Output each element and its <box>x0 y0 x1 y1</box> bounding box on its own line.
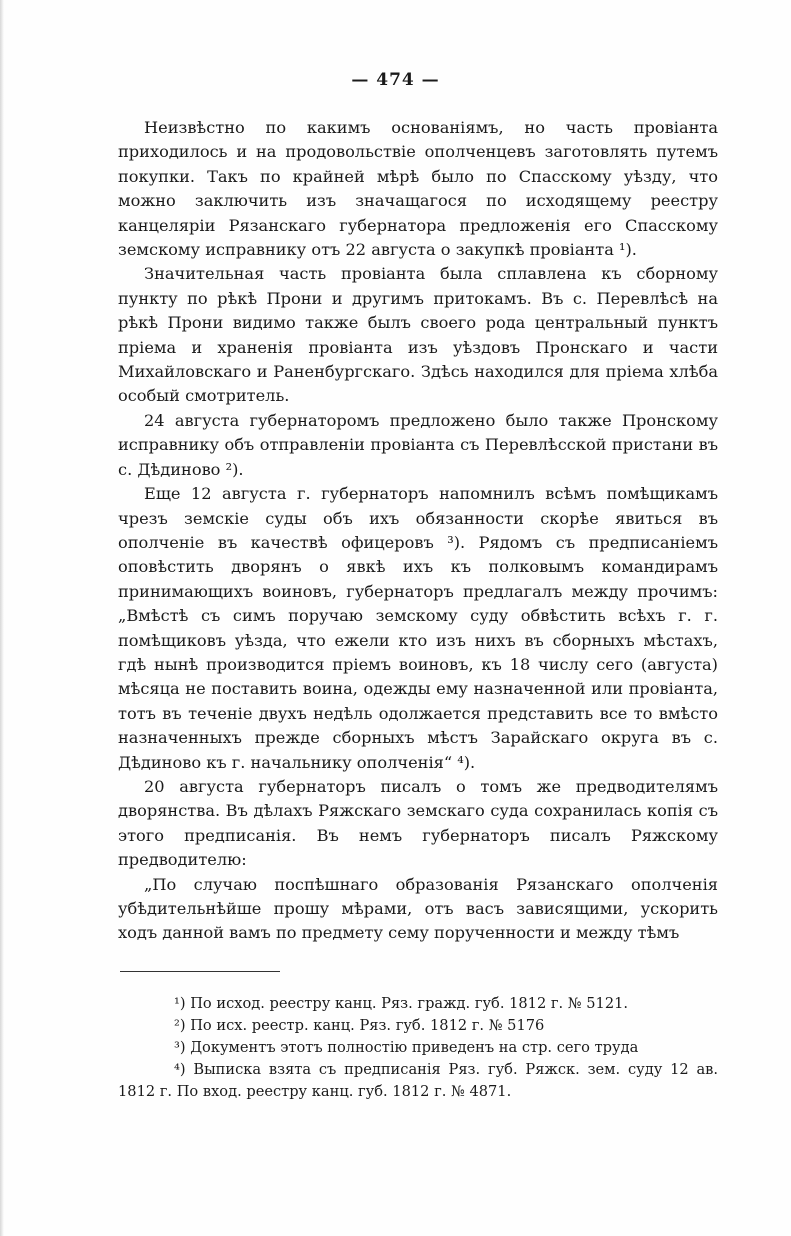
paragraph-1: Неизвѣстно по какимъ основаніямъ, но часть провіанта приходилось и на продовольствіе ополченцевъ заготовлять путемъ покупки. Такъ по крайней мѣрѣ было по Спасскому уѣзду, что можно заключить изъ значащагося по исходящему реестру канцеляріи Рязанскаго губернатора предложенія его Спасскому земскому исправнику отъ 22 августа о закупкѣ провіанта ¹). <box>118 118 718 260</box>
footnotes <box>118 993 718 1103</box>
footnote-mark: ³) <box>174 1039 186 1056</box>
footnote-3 <box>118 1037 718 1059</box>
paragraph-5: 20 августа губернаторъ писалъ о томъ же предводителямъ дворянства. Въ дѣлахъ Ряжскаго земскаго суда сохранилась копія съ этого предписанія. Въ немъ губернаторъ писалъ Ряжскому предводителю: <box>118 776 718 870</box>
paragraph-3: 24 августа губернаторомъ предложено было также Пронскому исправнику объ отправленіи провіанта съ Перевлѣсской пристани въ с. Дѣдиново ²). <box>118 410 718 479</box>
footnote-text: По исход. реестру канц. Ряз. гражд. губ. 1812 г. № 5121. <box>190 995 629 1012</box>
footnote-1 <box>118 993 718 1015</box>
paragraph-4: Еще 12 августа г. губернаторъ напомнилъ всѣмъ помѣщикамъ чрезъ земскіе суды объ ихъ обязанности скорѣе явиться въ ополченіе въ качествѣ офицеровъ ³). Рядомъ съ предписаніемъ оповѣстить дворянъ о явкѣ ихъ къ полковымъ командирамъ принимающихъ воиновъ, губернаторъ предлагалъ между прочимъ: „Вмѣстѣ съ симъ поручаю земскому суду обвѣстить всѣхъ г. г. помѣщиковъ уѣзда, что ежели кто изъ нихъ въ сборныхъ мѣстахъ, гдѣ нынѣ производится пріемъ воиновъ, къ 18 числу сего (августа) мѣсяца не поставить воина, одежды ему назначенной или провіанта, тотъ въ теченіе двухъ недѣль одолжается представить все то вмѣсто назначенныхъ прежде сборныхъ мѣстъ Зарайскаго округа въ с. Дѣдиново къ г. начальнику ополченія“ ⁴). <box>118 484 718 772</box>
footnote-separator <box>120 971 280 972</box>
page-number: — 474 — <box>351 70 440 90</box>
body-text <box>118 116 718 946</box>
footnote-mark: ¹) <box>174 995 186 1012</box>
footnote-text: Выписка взята съ предписанія Ряз. губ. Ряжск. зем. суду 12 ав. 1812 г. По вход. реестру канц. губ. 1812 г. № 4871. <box>118 1061 719 1100</box>
footnote-2 <box>118 1015 718 1037</box>
footnote-text: По исх. реестр. канц. Ряз. губ. 1812 г. № 5176 <box>190 1017 545 1034</box>
page-edge-shadow <box>0 0 4 1236</box>
footnote-4 <box>118 1059 718 1103</box>
paragraph-6: „По случаю поспѣшнаго образованія Рязанскаго ополченія убѣдительнѣйше прошу мѣрами, отъ васъ зависящими, ускорить ходъ данной вамъ по предмету сему порученности и между тѣмъ <box>118 874 718 943</box>
footnote-text: Документъ этотъ полностію приведенъ на стр. сего труда <box>190 1039 639 1056</box>
paragraph-2: Значительная часть провіанта была сплавлена къ сборному пункту по рѣкѣ Прони и другимъ притокамъ. Въ с. Перевлѣсѣ на рѣкѣ Прони видимо также былъ своего рода центральный пунктъ пріема и храненія провіанта изъ уѣздовъ Пронскаго и части Михайловскаго и Раненбургскаго. Здѣсь находился для пріема хлѣба особый смотритель. <box>118 264 718 406</box>
footnote-mark: ⁴) <box>174 1061 186 1078</box>
footnote-mark: ²) <box>174 1017 186 1034</box>
